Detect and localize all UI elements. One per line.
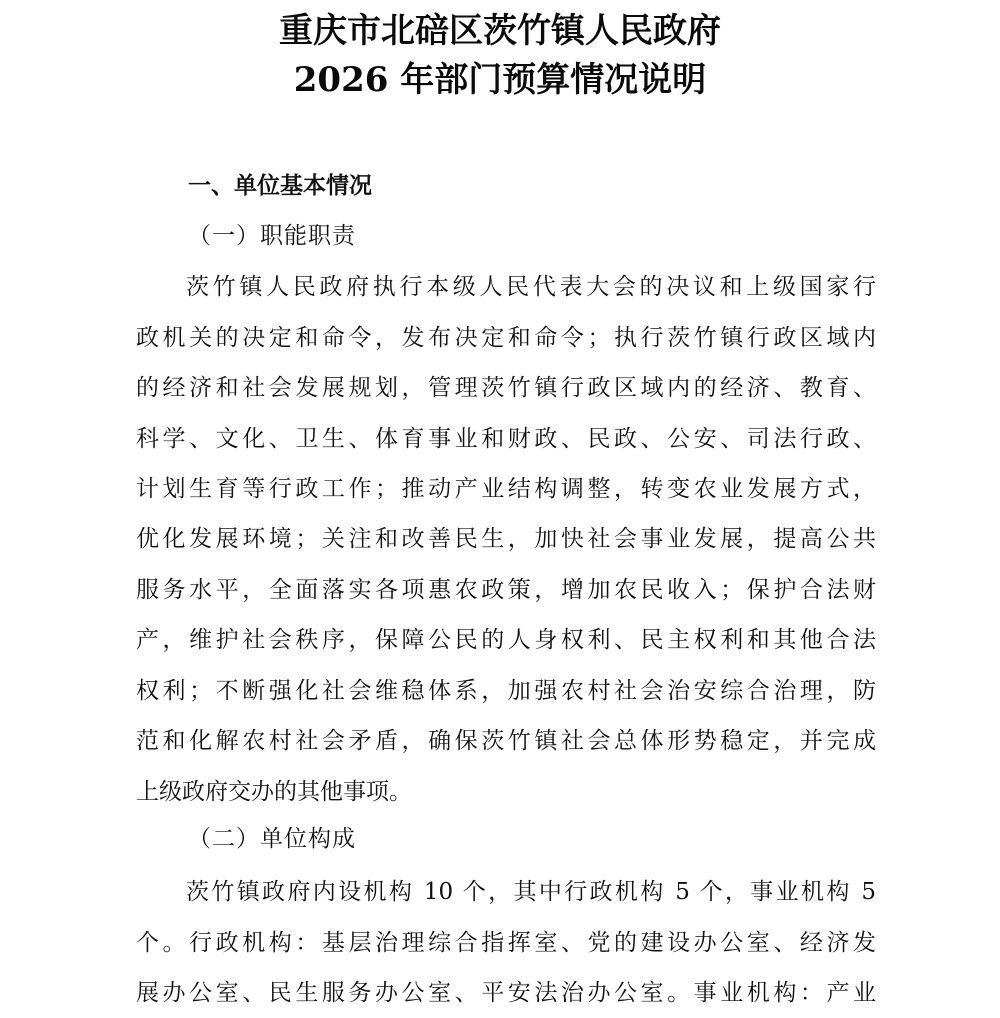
paragraph-line: 科学、文化、卫生、体育事业和财政、民政、公安、司法行政、 xyxy=(136,426,876,452)
paragraph-line: 产，维护社会秩序，保障公民的人身权利、民主权利和其他合法 xyxy=(136,627,876,653)
paragraph-line: 优化发展环境；关注和改善民生，加快社会事业发展，提高公共 xyxy=(136,526,876,552)
paragraph-line: 上级政府交办的其他事项。 xyxy=(136,779,412,805)
subsection-heading-functions: （一）职能职责 xyxy=(188,223,356,249)
paragraph-line: 的经济和社会发展规划，管理茨竹镇行政区域内的经济、教育、 xyxy=(136,375,876,401)
paragraph-line: 个。行政机构：基层治理综合指挥室、党的建设办公室、经济发 xyxy=(136,930,876,956)
paragraph-line: 展办公室、民生服务办公室、平安法治办公室。事业机构：产业 xyxy=(136,980,876,1006)
paragraph-line: 茨竹镇政府内设机构 10 个，其中行政机构 5 个，事业机构 5 xyxy=(186,879,876,905)
paragraph-line: 政机关的决定和命令，发布决定和命令；执行茨竹镇行政区域内 xyxy=(136,325,876,351)
paragraph-line: 茨竹镇人民政府执行本级人民代表大会的决议和上级国家行 xyxy=(186,274,876,300)
document-title-line-1: 重庆市北碚区茨竹镇人民政府 xyxy=(279,11,721,51)
paragraph-line: 服务水平，全面落实各项惠农政策，增加农民收入；保护合法财 xyxy=(136,577,876,603)
paragraph-line: 范和化解农村社会矛盾，确保茨竹镇社会总体形势稳定，并完成 xyxy=(136,728,876,754)
paragraph-line: 计划生育等行政工作；推动产业结构调整，转变农业发展方式， xyxy=(136,476,876,502)
document-title-line-2: 2026 年部门预算情况说明 xyxy=(293,60,707,100)
paragraph-line: 权利；不断强化社会维稳体系，加强农村社会治安综合治理，防 xyxy=(136,678,876,704)
section-heading-basic-info: 一、单位基本情况 xyxy=(188,172,372,199)
subsection-heading-composition: （二）单位构成 xyxy=(188,826,356,852)
